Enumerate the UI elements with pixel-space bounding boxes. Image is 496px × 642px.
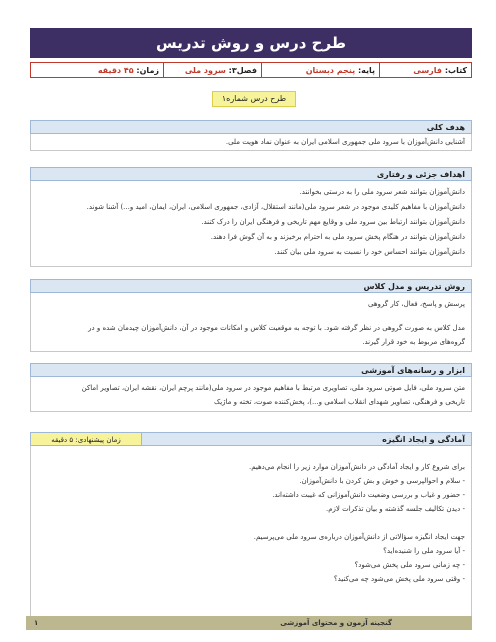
warmup-section [30,432,472,620]
time-label: زمان: [136,66,159,75]
specific-goal-item: دانش‌آموزان بتوانند احساس خود را نسبت به سرود ملی بیان کنند. [274,248,465,256]
chapter-label: فصل۳: [228,66,257,75]
time-value: ۴۵ دقیقه [97,66,134,75]
page-number: ۱ [34,619,39,627]
page-footer [26,616,472,630]
lesson-number-title: طرح درس شماره۱ [212,91,296,107]
motivation-question: - چه زمانی سرود ملی پخش می‌شود؟ [354,561,465,569]
tools-text-cont: تاریخی و فرهنگی، تصاویر شهدای انقلاب اسلامی و...)، پخش‌کننده صوت، تخته و ماژیک [213,398,465,406]
tools-body [30,377,472,412]
page-title: طرح درس و روش تدریس [30,28,472,58]
specific-goal-item: دانش‌آموزان بتوانند در هنگام پخش سرود ملی به احترام برخیزند و به آن گوش فرا دهند. [210,233,465,241]
specific-goals-body [30,181,472,267]
method-description-cont: گروه‌های مربوط به خود قرار گیرند. [362,338,465,346]
specific-goal-item: دانش‌آموزان بتوانند ارتباط بین سرود ملی و وقایع مهم تاریخی و فرهنگی ایران را درک کنند. [201,218,465,226]
method-description: مدل کلاس به صورت گروهی در نظر گرفته شود. با توجه به موقعیت کلاس و امکانات موجود در آن، دانش‌آموزان چیدمان شده و در [88,324,465,332]
lesson-info-row [30,62,472,78]
method-summary: پرسش و پاسخ، فعال، کار گروهی [368,300,465,308]
warmup-body [30,446,472,620]
warmup-heading: آمادگی و ایجاد انگیزه [142,433,471,445]
warmup-time-note: زمان پیشنهادی: ۵ دقیقه [31,433,142,445]
book-value: فارسی [413,66,443,75]
grade-label: پایه: [357,66,375,75]
method-body [30,293,472,352]
specific-goal-item: دانش‌آموزان بتوانند شعر سرود ملی را به درستی بخوانند. [299,188,465,196]
grade-cell [261,63,379,77]
warmup-item: - سلام و احوالپرسی و خوش و بش کردن با دانش‌آموزان. [299,477,465,485]
warmup-intro: برای شروع کار و ایجاد آمادگی در دانش‌آموزان موارد زیر را انجام می‌دهیم. [248,463,465,471]
time-cell [31,63,163,77]
chapter-cell [163,63,261,77]
general-goal-section [30,120,472,151]
general-goal-text: آشنایی دانش‌آموزان با سرود ملی جمهوری اسلامی ایران به عنوان نماد هویت ملی. [225,138,465,146]
motivation-question: - آیا سرود ملی را شنیده‌اید؟ [383,547,465,555]
book-cell [379,63,471,77]
chapter-value: سرود ملی [184,66,226,75]
method-heading: روش تدریس و مدل کلاس [30,279,472,293]
specific-goals-section [30,167,472,267]
warmup-item: - دیدن تکالیف جلسه گذشته و بیان تذکرات لازم. [325,505,465,513]
specific-goals-heading: اهداف جزئی و رفتاری [30,167,472,181]
warmup-heading-row [30,432,472,446]
grade-value: پنجم دبستان [305,66,356,75]
general-goal-body [30,134,472,151]
tools-section [30,363,472,412]
book-label: کتاب: [444,66,467,75]
motivation-question: - وقتی سرود ملی پخش می‌شود چه می‌کنید؟ [333,575,465,583]
footer-text: گنجینه آزمون و محتوای آموزشی [280,619,392,627]
warmup-item: - حضور و غیاب و بررسی وضعیت دانش‌آموزانی که غیبت داشته‌اند. [272,491,465,499]
general-goal-heading: هدف کلی [30,120,472,134]
tools-heading: ابزار و رسانه‌های آموزشی [30,363,472,377]
method-section [30,279,472,352]
specific-goal-item: دانش‌آموزان با مفاهیم کلیدی موجود در شعر سرود ملی(مانند استقلال، آزادی، جمهوری اسلامی، ایران، ایمان، امید و...) آشنا شوند. [86,203,465,211]
motivation-intro: جهت ایجاد انگیزه سؤالاتی از دانش‌آموزان درباره‌ی سرود ملی می‌پرسیم. [253,533,465,541]
tools-text: متن سرود ملی، فایل صوتی سرود ملی، تصاویری مرتبط با مفاهیم موجود در سرود ملی(مانند پرچم ایران، نقشه ایران، تصاویر اماکن [81,384,465,392]
